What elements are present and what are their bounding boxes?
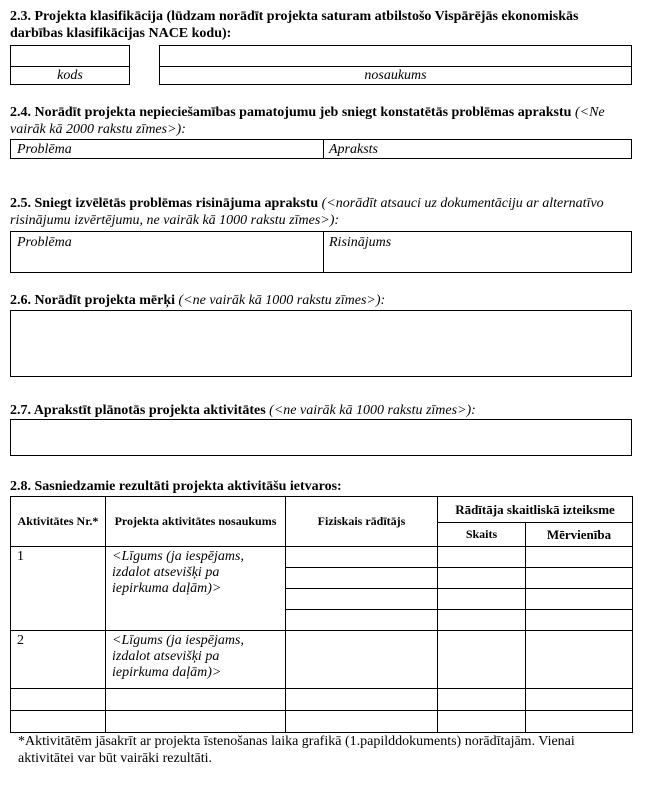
- physical-cell[interactable]: [286, 631, 438, 689]
- unit-cell[interactable]: [526, 547, 633, 568]
- physical-cell[interactable]: [286, 568, 438, 589]
- section-2-7: [10, 402, 632, 419]
- problem-col-label: Problēma: [17, 142, 72, 157]
- activity-nr-cell[interactable]: 2: [11, 631, 106, 689]
- problem-description-table[interactable]: [10, 139, 632, 159]
- count-cell[interactable]: [438, 568, 526, 589]
- activity-name-cell[interactable]: <Līgums (ja iespējams, izdalot atsevišķi pa iepirkuma daļām)>: [106, 631, 286, 689]
- footnote: *Aktivitātēm jāsakrīt ar projekta īstenošanas laika grafikā (1.papilddokuments) norādītajām. Vienai aktivitātei var būt vairāki rezultāti.: [18, 734, 575, 766]
- section-2-5-note: (<norādīt atsauci uz dokumentāciju ar alternatīvo risinājumu izvērtējumu, ne vairāk kā 1000 rakstu zīmes>):: [10, 196, 604, 228]
- nace-code-box[interactable]: [10, 45, 130, 85]
- section-2-8-title: 2.8. Sasniedzamie rezultāti projekta aktivitāšu ietvaros:: [10, 479, 342, 494]
- table-row: [11, 547, 633, 568]
- solution-col-label: Risinājums: [329, 235, 392, 250]
- section-2-4: [10, 104, 632, 138]
- results-table-wrap: [10, 496, 632, 733]
- description-col-label: Apraksts: [329, 142, 378, 157]
- activity-nr-cell[interactable]: [11, 711, 106, 733]
- activity-nr-cell[interactable]: 1: [11, 547, 106, 631]
- count-cell[interactable]: [438, 589, 526, 610]
- activity-name-cell[interactable]: [106, 711, 286, 733]
- count-cell[interactable]: [438, 711, 526, 733]
- section-2-3: [10, 8, 632, 42]
- section-2-7-title: 2.7. Aprakstīt plānotās projekta aktivitātes (<ne vairāk kā 1000 rakstu zīmes>):: [10, 403, 476, 418]
- section-2-5: [10, 195, 632, 229]
- project-goals-box[interactable]: [10, 310, 632, 377]
- nace-code-label: kods: [57, 68, 83, 83]
- count-cell[interactable]: [438, 547, 526, 568]
- activity-nr-cell[interactable]: [11, 689, 106, 711]
- section-2-4-title: 2.4. Norādīt projekta nepieciešamības pamatojumu jeb sniegt konstatētās problēmas aprakstu (<Ne vairāk kā 2000 rakstu zīmes>):: [10, 105, 605, 137]
- table-row: [11, 689, 633, 711]
- project-activities-box[interactable]: [10, 419, 632, 456]
- problem-solution-table[interactable]: [10, 231, 632, 273]
- header-physical-indicator: Fiziskais rādītājs: [286, 497, 438, 547]
- unit-cell[interactable]: [526, 589, 633, 610]
- results-table: [10, 496, 633, 733]
- physical-cell[interactable]: [286, 589, 438, 610]
- unit-cell[interactable]: [526, 610, 633, 631]
- nace-name-box[interactable]: [159, 45, 632, 85]
- physical-cell[interactable]: [286, 547, 438, 568]
- physical-cell[interactable]: [286, 711, 438, 733]
- count-cell[interactable]: [438, 631, 526, 689]
- problem-col-label-2: Problēma: [17, 235, 72, 250]
- table-row: [11, 711, 633, 733]
- unit-cell[interactable]: [526, 631, 633, 689]
- section-2-6-title: 2.6. Norādīt projekta mērķi (<ne vairāk kā 1000 rakstu zīmes>):: [10, 293, 386, 308]
- nace-name-label: nosaukums: [364, 68, 427, 83]
- activity-name-cell[interactable]: <Līgums (ja iespējams, izdalot atsevišķi pa iepirkuma daļām)>: [106, 547, 286, 631]
- unit-cell[interactable]: [526, 711, 633, 733]
- section-2-5-title: 2.5. Sniegt izvēlētās problēmas risinājuma aprakstu (<norādīt atsauci uz dokumentāciju ar alternatīvo risinājumu izvērtējumu, ne vairāk kā 1000 rakstu zīmes>):: [10, 196, 604, 228]
- section-2-6: [10, 292, 632, 309]
- section-2-7-note: (<ne vairāk kā 1000 rakstu zīmes>):: [269, 403, 476, 418]
- section-2-4-note: (<Ne vairāk kā 2000 rakstu zīmes>):: [10, 105, 605, 137]
- section-2-8: [10, 478, 632, 495]
- section-2-6-note: (<ne vairāk kā 1000 rakstu zīmes>):: [178, 293, 386, 308]
- table-row: [11, 631, 633, 689]
- unit-cell[interactable]: [526, 689, 633, 711]
- unit-cell[interactable]: [526, 568, 633, 589]
- header-count: Skaits: [438, 523, 526, 547]
- count-cell[interactable]: [438, 610, 526, 631]
- count-cell[interactable]: [438, 689, 526, 711]
- section-2-3-title: 2.3. Projekta klasifikācija (lūdzam norādīt projekta saturam atbilstošo Vispārējās ekonomiskās darbības klasifikācijas NACE kodu):: [10, 9, 579, 41]
- activity-name-cell[interactable]: [106, 689, 286, 711]
- header-unit: Mērvienība: [526, 523, 633, 547]
- header-activity-name: Projekta aktivitātes nosaukums: [106, 497, 286, 547]
- header-numeric-expression: Rādītāja skaitliskā izteiksme: [438, 497, 633, 523]
- physical-cell[interactable]: [286, 689, 438, 711]
- header-activity-nr: Aktivitātes Nr.*: [11, 497, 106, 547]
- physical-cell[interactable]: [286, 610, 438, 631]
